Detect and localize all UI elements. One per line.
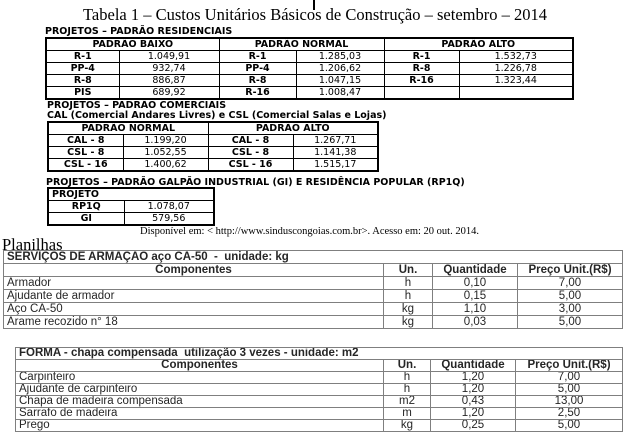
component-cell: Armador [4, 277, 384, 290]
code-cell: R-8 [384, 63, 459, 75]
table-row [48, 159, 378, 172]
column-header: Quantidade [431, 360, 516, 372]
value-cell: 1.206,62 [296, 63, 384, 75]
qty-cell: 1,10 [433, 303, 518, 316]
commercial-standards-table [47, 121, 379, 172]
code-cell: RP1Q [48, 201, 124, 213]
code-cell: PP-4 [46, 63, 119, 75]
code-cell: CAL - 8 [208, 135, 293, 147]
value-cell [459, 87, 573, 100]
unit-cell: m2 [384, 396, 431, 408]
value-cell: 932,74 [119, 63, 219, 75]
residential-standards-table [45, 37, 574, 100]
table-row [16, 384, 623, 396]
table-row [46, 87, 573, 100]
code-cell: R-1 [384, 51, 459, 63]
price-cell: 5,00 [518, 290, 623, 303]
component-cell: Prego [16, 420, 384, 432]
table-row [4, 303, 623, 316]
qty-cell: 0,03 [433, 316, 518, 329]
code-cell: PP-4 [219, 63, 296, 75]
column-header: Un. [384, 360, 431, 372]
group-header: PADRÃO ALTO [208, 122, 378, 135]
column-header: PROJETO [48, 188, 214, 201]
code-cell: R-8 [46, 75, 119, 87]
table-title: SERVIÇOS DE ARMAÇÃO aço CA-50 - unidade: kg [4, 251, 623, 264]
table-row [16, 408, 623, 420]
value-cell: 689,92 [119, 87, 219, 100]
unit-cell: h [384, 384, 431, 396]
header-row [48, 188, 214, 201]
price-cell: 7,00 [516, 372, 623, 384]
header-row [4, 264, 623, 277]
value-cell: 1.049,91 [119, 51, 219, 63]
qty-cell: 1,20 [431, 408, 516, 420]
unit-cell: h [384, 372, 431, 384]
component-cell: Arame recozido n° 18 [4, 316, 384, 329]
commercial-heading-line2: CAL (Comercial Andares Livres) e CSL (Comercial Salas e Lojas) [47, 110, 387, 121]
price-cell: 3,00 [518, 303, 623, 316]
qty-cell: 0,25 [431, 420, 516, 432]
price-cell: 7,00 [518, 277, 623, 290]
table-row [46, 51, 573, 63]
column-header: Un. [384, 264, 433, 277]
component-cell: Ajudante de carpinteiro [16, 384, 384, 396]
value-cell: 1.199,20 [123, 135, 208, 147]
component-cell: Ajudante de armador [4, 290, 384, 303]
table-row [16, 372, 623, 384]
unit-cell: h [384, 290, 433, 303]
title-row [4, 251, 623, 264]
code-cell: R-8 [219, 75, 296, 87]
commercial-table-heading [47, 101, 386, 121]
code-cell: R-1 [46, 51, 119, 63]
column-header: Preço Unit.(R$) [518, 264, 623, 277]
code-cell: CSL - 16 [208, 159, 293, 172]
industrial-popular-table [47, 187, 215, 226]
value-cell: 1.323,44 [459, 75, 573, 87]
code-cell: CSL - 8 [48, 147, 123, 159]
qty-cell: 1,20 [431, 384, 516, 396]
source-note: Disponível em: < http://www.sinduscongoias.com.br>. Acesso em: 20 out. 2014. [140, 226, 479, 237]
page-title: Tabela 1 – Custos Unitários Básicos de Construção – setembro – 2014 [83, 5, 547, 24]
table-row [48, 201, 214, 213]
code-cell: CSL - 8 [208, 147, 293, 159]
group-header: PADRÃO ALTO [384, 38, 573, 51]
header-row [16, 360, 623, 372]
value-cell: 1.047,15 [296, 75, 384, 87]
table-row [4, 316, 623, 329]
component-cell: Aço CA-50 [4, 303, 384, 316]
table-row [48, 147, 378, 159]
component-cell: Sarrafo de madeira [16, 408, 384, 420]
header-row [46, 38, 573, 51]
table-title: FORMA - chapa compensada utilização 3 vezes - unidade: m2 [16, 348, 623, 360]
column-header: Preço Unit.(R$) [516, 360, 623, 372]
unit-cell: kg [384, 316, 433, 329]
table-row [4, 290, 623, 303]
qty-cell: 0,43 [431, 396, 516, 408]
group-header: PADRÃO BAIXO [46, 38, 219, 51]
value-cell: 1.226,78 [459, 63, 573, 75]
value-cell: 579,56 [124, 213, 214, 226]
group-header: PADRÃO NORMAL [48, 122, 208, 135]
code-cell: CSL - 16 [48, 159, 123, 172]
code-cell: R-16 [219, 87, 296, 100]
value-cell: 1.078,07 [124, 201, 214, 213]
table-row [46, 75, 573, 87]
value-cell: 1.008,47 [296, 87, 384, 100]
value-cell: 1.052,55 [123, 147, 208, 159]
column-header: Componentes [16, 360, 384, 372]
title-row [16, 348, 623, 360]
qty-cell: 1,20 [431, 372, 516, 384]
group-header: PADRÃO NORMAL [219, 38, 384, 51]
table-row [16, 420, 623, 432]
column-header: Componentes [4, 264, 384, 277]
price-cell: 13,00 [516, 396, 623, 408]
value-cell: 1.141,38 [293, 147, 378, 159]
table-row [4, 277, 623, 290]
code-cell: PIS [46, 87, 119, 100]
component-cell: Chapa de madeira compensada [16, 396, 384, 408]
code-cell [384, 87, 459, 100]
unit-cell: kg [384, 420, 431, 432]
industrial-table-heading: PROJETOS – PADRÃO GALPÃO INDUSTRIAL (GI) E RESIDÊNCIA POPULAR (RP1Q) [46, 177, 465, 188]
code-cell: CAL - 8 [48, 135, 123, 147]
commercial-heading-line1: PROJETOS – PADRÃO COMERCIAIS [47, 100, 227, 111]
price-cell: 5,00 [516, 384, 623, 396]
residential-table-heading: PROJETOS – PADRÃO RESIDENCIAIS [45, 26, 233, 37]
armacao-services-table [3, 250, 623, 329]
table-row [46, 63, 573, 75]
section-heading: Planilhas [2, 235, 63, 254]
forma-table [15, 347, 623, 432]
value-cell: 1.267,71 [293, 135, 378, 147]
unit-cell: m [384, 408, 431, 420]
column-header: Quantidade [433, 264, 518, 277]
unit-cell: h [384, 277, 433, 290]
value-cell: 1.515,17 [293, 159, 378, 172]
value-cell: 1.400,62 [123, 159, 208, 172]
table-row [48, 213, 214, 226]
code-cell: R-1 [219, 51, 296, 63]
value-cell: 886,87 [119, 75, 219, 87]
code-cell: R-16 [384, 75, 459, 87]
unit-cell: kg [384, 303, 433, 316]
code-cell: GI [48, 213, 124, 226]
table-row [48, 135, 378, 147]
price-cell: 2,50 [516, 408, 623, 420]
price-cell: 5,00 [518, 316, 623, 329]
value-cell: 1.532,73 [459, 51, 573, 63]
value-cell: 1.285,03 [296, 51, 384, 63]
component-cell: Carpinteiro [16, 372, 384, 384]
qty-cell: 0,10 [433, 277, 518, 290]
price-cell: 5,00 [516, 420, 623, 432]
table-row [16, 396, 623, 408]
qty-cell: 0,15 [433, 290, 518, 303]
header-row [48, 122, 378, 135]
